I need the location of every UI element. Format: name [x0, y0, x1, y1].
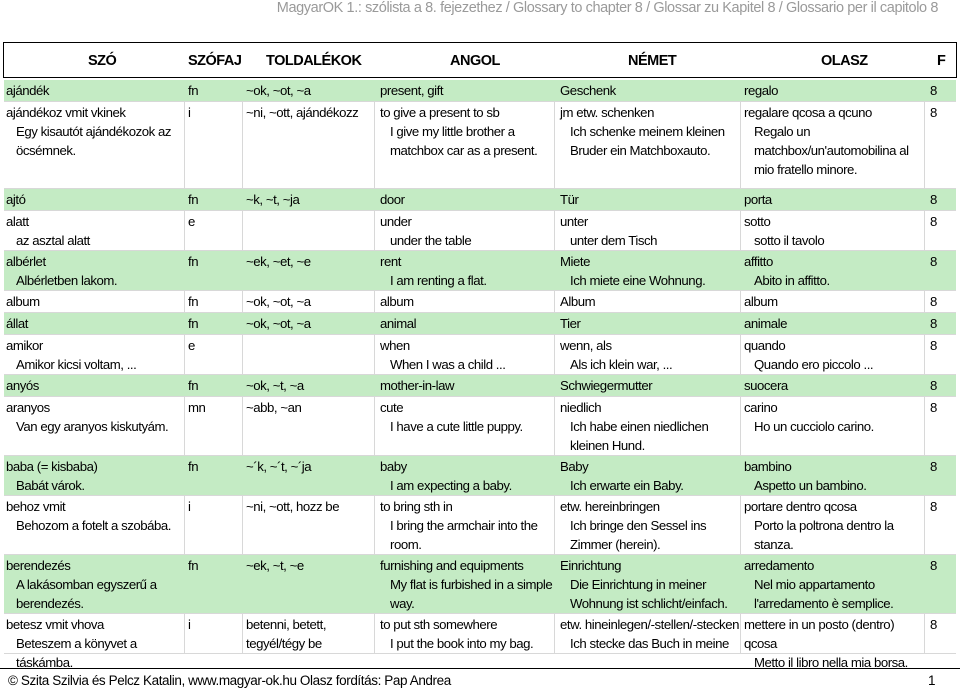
suffix-cell	[246, 497, 374, 516]
suffix-cell-term: ~ni, ~ott, hozz be	[246, 499, 340, 514]
pos-cell	[188, 336, 242, 355]
table-row	[4, 614, 956, 670]
italian-cell	[744, 314, 922, 333]
english-cell	[380, 398, 556, 436]
word-cell	[6, 336, 184, 374]
table-row	[4, 335, 956, 375]
table-row	[4, 291, 956, 313]
pos-cell	[188, 190, 242, 209]
column-divider	[924, 335, 925, 374]
column-divider	[184, 211, 185, 250]
chapter-cell-term: 8	[930, 254, 937, 269]
suffix-cell	[246, 314, 374, 333]
german-cell	[560, 457, 740, 495]
column-divider	[184, 496, 185, 554]
word-cell	[6, 212, 184, 250]
german-cell	[560, 497, 740, 554]
table-row	[4, 211, 956, 251]
italian-cell-example: Aspetto un bambino.	[754, 478, 867, 493]
german-cell-term: Tier	[560, 316, 581, 331]
column-divider	[374, 614, 375, 653]
german-cell-term: etw. hineinlegen/-stellen/-stecken	[560, 617, 739, 632]
german-cell	[560, 103, 740, 160]
column-divider	[740, 614, 741, 653]
pos-cell-term: e	[188, 214, 195, 229]
column-divider	[242, 211, 243, 250]
chapter-cell-term: 8	[930, 338, 937, 353]
german-cell	[560, 615, 740, 653]
italian-cell	[744, 497, 922, 554]
english-cell-term: to put sth somewhere	[380, 617, 498, 632]
chapter-cell	[930, 314, 950, 333]
suffix-cell-term: ~abb, ~an	[246, 400, 302, 415]
english-cell	[380, 292, 556, 311]
german-cell	[560, 556, 740, 613]
german-cell-term: Miete	[560, 254, 590, 269]
chapter-cell-term: 8	[930, 83, 937, 98]
column-divider	[924, 291, 925, 312]
german-cell	[560, 376, 740, 395]
pos-cell-term: fn	[188, 254, 199, 269]
pos-cell	[188, 615, 242, 634]
word-cell	[6, 252, 184, 290]
suffix-cell	[246, 103, 374, 122]
italian-cell-term: arredamento	[744, 558, 814, 573]
word-cell-example: Van egy aranyos kiskutyám.	[16, 419, 169, 434]
page-number: 1	[928, 673, 936, 688]
english-cell-term: furnishing and equipments	[380, 558, 524, 573]
english-cell-term: cute	[380, 400, 404, 415]
pos-cell-term: fn	[188, 83, 199, 98]
chapter-cell-term: 8	[930, 400, 937, 415]
italian-cell-example: Abito in affitto.	[754, 273, 830, 288]
pos-cell-term: fn	[188, 378, 199, 393]
word-cell-term: baba (= kisbaba)	[6, 459, 98, 474]
english-cell-example: When I was a child ...	[390, 357, 506, 372]
chapter-cell	[930, 556, 950, 575]
suffix-cell	[246, 457, 374, 476]
pos-cell	[188, 398, 242, 417]
english-cell	[380, 103, 556, 160]
english-cell	[380, 336, 556, 374]
column-divider	[184, 614, 185, 653]
english-cell-example: under the table	[390, 233, 472, 248]
english-cell-term: present, gift	[380, 83, 444, 98]
word-cell-example: az asztal alatt	[16, 233, 90, 248]
chapter-cell	[930, 376, 950, 395]
column-divider	[374, 291, 375, 312]
table-header	[3, 42, 957, 78]
german-cell-term: wenn, als	[560, 338, 612, 353]
chapter-cell-term: 8	[930, 459, 937, 474]
pos-cell-term: i	[188, 617, 191, 632]
document-title: MagyarOK 1.: szólista a 8. fejezethez / Glossary to chapter 8 / Glossar zu Kapitel 8 / Glossario per il capitolo 8	[276, 0, 938, 16]
column-divider	[924, 211, 925, 250]
chapter-cell	[930, 497, 950, 516]
column-header-italian: OLASZ	[821, 53, 868, 69]
suffix-cell	[246, 556, 374, 575]
column-divider	[242, 614, 243, 653]
chapter-cell	[930, 457, 950, 476]
column-divider	[924, 614, 925, 653]
pos-cell	[188, 376, 242, 395]
word-cell	[6, 615, 184, 672]
chapter-cell-term: 8	[930, 105, 937, 120]
column-header-suffixes: TOLDALÉKOK	[266, 53, 362, 69]
table-row	[4, 313, 956, 335]
chapter-cell-term: 8	[930, 192, 937, 207]
word-cell-term: betesz vmit vhova	[6, 617, 104, 632]
english-cell	[380, 252, 556, 290]
suffix-cell	[246, 376, 374, 395]
chapter-cell	[930, 398, 950, 417]
german-cell	[560, 190, 740, 209]
german-cell-term: Schwiegermutter	[560, 378, 653, 393]
italian-cell-term: bambino	[744, 459, 792, 474]
column-divider	[740, 291, 741, 312]
suffix-cell-term: ~ok, ~ot, ~a	[246, 294, 311, 309]
italian-cell-example: Nel mio appartamento l'arredamento è semplice.	[754, 577, 894, 611]
german-cell-term: Tür	[560, 192, 579, 207]
pos-cell-term: fn	[188, 316, 199, 331]
german-cell-example: Als ich klein war, ...	[570, 357, 673, 372]
italian-cell-term: mettere in un posto (dentro) qcosa	[744, 617, 895, 651]
english-cell	[380, 615, 556, 653]
table-row	[4, 80, 956, 102]
chapter-cell	[930, 103, 950, 122]
chapter-cell	[930, 252, 950, 271]
german-cell-term: Geschenk	[560, 83, 616, 98]
italian-cell	[744, 103, 922, 179]
word-cell-term: ajándékoz vmit vkinek	[6, 105, 126, 120]
word-cell	[6, 103, 184, 160]
column-divider	[242, 102, 243, 188]
italian-cell	[744, 292, 922, 311]
german-cell	[560, 292, 740, 311]
page-footer	[0, 668, 960, 691]
word-cell-example: Babát várok.	[16, 478, 85, 493]
pos-cell-term: i	[188, 499, 191, 514]
italian-cell-term: suocera	[744, 378, 788, 393]
table-row	[4, 397, 956, 456]
word-cell-term: behoz vmit	[6, 499, 66, 514]
word-cell	[6, 190, 184, 209]
italian-cell-term: porta	[744, 192, 772, 207]
suffix-cell	[246, 398, 374, 417]
chapter-cell-term: 8	[930, 316, 937, 331]
english-cell	[380, 212, 556, 250]
italian-cell-term: regalare qcosa a qcuno	[744, 105, 872, 120]
suffix-cell-term: ~ok, ~ot, ~a	[246, 83, 311, 98]
italian-cell	[744, 398, 922, 436]
column-divider	[242, 496, 243, 554]
italian-cell-example: Metto il libro nella mia borsa.	[754, 655, 908, 670]
german-cell-term: jm etw. schenken	[560, 105, 654, 120]
german-cell-example: Ich bringe den Sessel ins Zimmer (herein).	[570, 518, 707, 552]
german-cell-term: etw. hereinbringen	[560, 499, 660, 514]
italian-cell	[744, 615, 922, 672]
word-cell-term: alatt	[6, 214, 29, 229]
german-cell-example: Ich miete eine Wohnung.	[570, 273, 706, 288]
pos-cell	[188, 314, 242, 333]
german-cell	[560, 398, 740, 455]
chapter-cell	[930, 81, 950, 100]
column-divider	[184, 397, 185, 455]
suffix-cell-term: betenni, betett, tegyél/tégy be	[246, 617, 327, 651]
pos-cell	[188, 292, 242, 311]
english-cell-term: album	[380, 294, 414, 309]
column-header-german: NÉMET	[628, 53, 677, 69]
german-cell-term: niedlich	[560, 400, 602, 415]
italian-cell-example: Regalo un matchbox/un'automobilina al mio fratello minore.	[754, 124, 909, 177]
italian-cell-term: portare dentro qcosa	[744, 499, 857, 514]
column-divider	[242, 291, 243, 312]
column-divider	[740, 102, 741, 188]
english-cell-example: I give my little brother a matchbox car as a present.	[390, 124, 538, 158]
word-cell-term: aranyos	[6, 400, 50, 415]
word-cell	[6, 457, 184, 495]
column-divider	[374, 102, 375, 188]
column-divider	[184, 102, 185, 188]
copyright-credit: © Szita Szilvia és Pelcz Katalin, www.magyar-ok.hu Olasz fordítás: Pap Andrea	[8, 673, 451, 688]
word-cell-term: amikor	[6, 338, 43, 353]
chapter-cell	[930, 615, 950, 634]
german-cell	[560, 336, 740, 374]
english-cell-example: I have a cute little puppy.	[390, 419, 523, 434]
word-cell	[6, 81, 184, 100]
english-cell	[380, 376, 556, 395]
english-cell-term: when	[380, 338, 410, 353]
column-divider	[374, 496, 375, 554]
pos-cell	[188, 252, 242, 271]
italian-cell	[744, 556, 922, 613]
column-divider	[242, 397, 243, 455]
column-header-chapter: F	[937, 53, 946, 69]
suffix-cell	[246, 81, 374, 100]
column-header-pos: SZÓFAJ	[188, 53, 242, 69]
column-divider	[242, 335, 243, 374]
english-cell-example: I am renting a flat.	[390, 273, 487, 288]
english-cell-term: rent	[380, 254, 401, 269]
german-cell-example: Die Einrichtung in meiner Wohnung ist schlicht/einfach.	[570, 577, 728, 611]
word-cell-example: Albérletben lakom.	[16, 273, 118, 288]
chapter-cell	[930, 190, 950, 209]
word-cell	[6, 497, 184, 535]
italian-cell-example: sotto il tavolo	[754, 233, 825, 248]
table-row	[4, 189, 956, 211]
column-divider	[740, 335, 741, 374]
suffix-cell	[246, 615, 374, 653]
german-cell	[560, 81, 740, 100]
english-cell	[380, 190, 556, 209]
pos-cell	[188, 81, 242, 100]
italian-cell-term: sotto	[744, 214, 771, 229]
german-cell	[560, 314, 740, 333]
chapter-cell	[930, 212, 950, 231]
chapter-cell	[930, 292, 950, 311]
word-cell	[6, 376, 184, 395]
column-header-word: SZÓ	[88, 53, 117, 69]
suffix-cell-term: ~ok, ~t, ~a	[246, 378, 304, 393]
table-row	[4, 555, 956, 614]
pos-cell-term: fn	[188, 294, 199, 309]
suffix-cell-term: ~´k, ~´t, ~´ja	[246, 459, 312, 474]
column-divider	[374, 335, 375, 374]
table-row	[4, 375, 956, 397]
glossary-table	[0, 80, 960, 670]
chapter-cell-term: 8	[930, 294, 937, 309]
italian-cell	[744, 190, 922, 209]
german-cell	[560, 252, 740, 290]
column-divider	[924, 397, 925, 455]
table-row	[4, 456, 956, 496]
english-cell-term: door	[380, 192, 405, 207]
chapter-cell-term: 8	[930, 214, 937, 229]
english-cell-term: under	[380, 214, 412, 229]
column-header-english: ANGOL	[450, 53, 500, 69]
table-row	[4, 102, 956, 189]
italian-cell	[744, 336, 922, 374]
pos-cell-term: fn	[188, 558, 199, 573]
word-cell-term: albérlet	[6, 254, 46, 269]
word-cell	[6, 314, 184, 333]
chapter-cell	[930, 336, 950, 355]
german-cell-example: Ich stecke das Buch in meine	[570, 636, 729, 651]
column-divider	[924, 496, 925, 554]
column-divider	[740, 397, 741, 455]
italian-cell-term: quando	[744, 338, 786, 353]
german-cell-term: Album	[560, 294, 596, 309]
german-cell-example: Ich schenke meinem kleinen Bruder ein Matchboxauto.	[570, 124, 725, 158]
italian-cell-term: animale	[744, 316, 788, 331]
pos-cell	[188, 556, 242, 575]
suffix-cell	[246, 292, 374, 311]
suffix-cell-term: ~ni, ~ott, ajándékozz	[246, 105, 359, 120]
italian-cell-term: carino	[744, 400, 778, 415]
italian-cell	[744, 81, 922, 100]
column-divider	[924, 102, 925, 188]
english-cell-example: My flat is furbished in a simple way.	[390, 577, 553, 611]
word-cell-example: Behozom a fotelt a szobába.	[16, 518, 171, 533]
italian-cell	[744, 457, 922, 495]
column-divider	[374, 211, 375, 250]
suffix-cell-term: ~k, ~t, ~ja	[246, 192, 300, 207]
word-cell	[6, 556, 184, 613]
italian-cell-example: Porto la poltrona dentro la stanza.	[754, 518, 894, 552]
german-cell-term: unter	[560, 214, 588, 229]
pos-cell	[188, 497, 242, 516]
pos-cell-term: fn	[188, 192, 199, 207]
column-divider	[184, 291, 185, 312]
suffix-cell-term: ~ok, ~ot, ~a	[246, 316, 311, 331]
chapter-cell-term: 8	[930, 617, 937, 632]
pos-cell-term: e	[188, 338, 195, 353]
english-cell-term: baby	[380, 459, 407, 474]
pos-cell	[188, 212, 242, 231]
english-cell	[380, 314, 556, 333]
column-divider	[374, 397, 375, 455]
word-cell-example: Amikor kicsi voltam, ...	[16, 357, 137, 372]
word-cell-term: anyós	[6, 378, 39, 393]
word-cell	[6, 292, 184, 311]
italian-cell-example: Ho un cucciolo carino.	[754, 419, 874, 434]
word-cell-term: ajtó	[6, 192, 26, 207]
italian-cell-term: regalo	[744, 83, 778, 98]
german-cell-example: Ich erwarte ein Baby.	[570, 478, 684, 493]
word-cell-example: Egy kisautót ajándékozok az öcsémnek.	[16, 124, 171, 158]
chapter-cell-term: 8	[930, 378, 937, 393]
pos-cell-term: i	[188, 105, 191, 120]
english-cell-term: to bring sth in	[380, 499, 453, 514]
english-cell	[380, 457, 556, 495]
pos-cell-term: mn	[188, 400, 206, 415]
english-cell	[380, 556, 556, 613]
chapter-cell-term: 8	[930, 499, 937, 514]
italian-cell	[744, 252, 922, 290]
word-cell-term: berendezés	[6, 558, 71, 573]
english-cell-term: animal	[380, 316, 417, 331]
english-cell-term: mother-in-law	[380, 378, 455, 393]
suffix-cell	[246, 190, 374, 209]
italian-cell-term: album	[744, 294, 778, 309]
english-cell-example: I bring the armchair into the room.	[390, 518, 538, 552]
word-cell-example: Beteszem a könyvet a táskámba.	[16, 636, 137, 670]
english-cell	[380, 497, 556, 554]
english-cell	[380, 81, 556, 100]
pos-cell	[188, 457, 242, 476]
column-divider	[740, 496, 741, 554]
word-cell-term: állat	[6, 316, 28, 331]
english-cell-example: I am expecting a baby.	[390, 478, 512, 493]
suffix-cell-term: ~ek, ~t, ~e	[246, 558, 304, 573]
word-cell-example: A lakásomban egyszerű a berendezés.	[16, 577, 157, 611]
word-cell-term: ajándék	[6, 83, 50, 98]
chapter-cell-term: 8	[930, 558, 937, 573]
german-cell-term: Einrichtung	[560, 558, 622, 573]
italian-cell	[744, 212, 922, 250]
german-cell-example: unter dem Tisch	[570, 233, 658, 248]
word-cell	[6, 398, 184, 436]
english-cell-term: to give a present to sb	[380, 105, 500, 120]
suffix-cell-term: ~ek, ~et, ~e	[246, 254, 311, 269]
table-row	[4, 251, 956, 291]
italian-cell	[744, 376, 922, 395]
english-cell-example: I put the book into my bag.	[390, 636, 534, 651]
german-cell-term: Baby	[560, 459, 589, 474]
column-divider	[184, 335, 185, 374]
pos-cell-term: fn	[188, 459, 199, 474]
german-cell-example: Ich habe einen niedlichen kleinen Hund.	[570, 419, 709, 453]
column-divider	[740, 211, 741, 250]
german-cell	[560, 212, 740, 250]
word-cell-term: album	[6, 294, 40, 309]
table-row	[4, 496, 956, 555]
pos-cell	[188, 103, 242, 122]
suffix-cell	[246, 252, 374, 271]
italian-cell-term: affitto	[744, 254, 773, 269]
italian-cell-example: Quando ero piccolo ...	[754, 357, 874, 372]
